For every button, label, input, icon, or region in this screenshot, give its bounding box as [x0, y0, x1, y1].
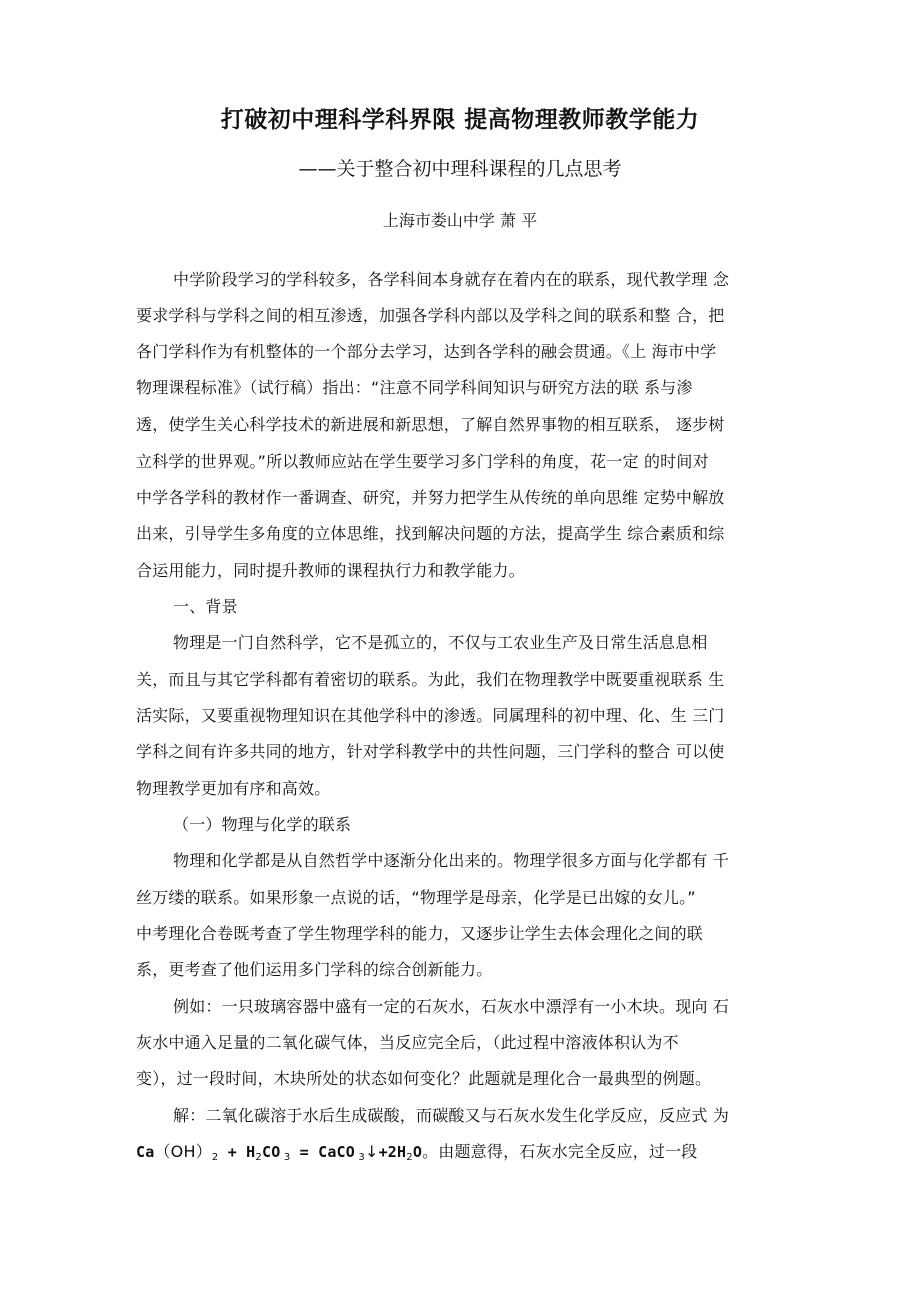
formula-sub: 3 [280, 1152, 291, 1163]
paragraph-line: 各门学科作为有机整体的一个部分去学习，达到各学科的融会贯通。《上 海市中学 [136, 342, 717, 361]
paragraph-line: 学科之间有许多共同的地方，针对学科教学中的共性问题，三门学科的整合 可以使 [136, 742, 725, 761]
page-subtitle: ——关于整合初中理科课程的几点思考 [298, 158, 622, 180]
paragraph-line: 出来，引导学生多角度的立体思维，找到解决问题的方法，提高学生 综合素质和综 [136, 524, 725, 543]
author-line: 上海市娄山中学 萧 平 [382, 211, 538, 230]
paragraph-line: 中考理化合卷既考查了学生物理学科的能力，又逐步让学生去体会理化之间的联 [136, 924, 704, 943]
paragraph-line: 例如：一只玻璃容器中盛有一定的石灰水，石灰水中漂浮有一小木块。现向 石 [173, 997, 730, 1016]
paragraph-line: 合运用能力，同时提升教师的课程执行力和教学能力。 [136, 561, 525, 580]
paragraph-line: 物理教学更加有序和高效。 [136, 779, 331, 798]
section-heading: 一、背景 [173, 597, 238, 616]
formula-sub: 3 [355, 1152, 365, 1163]
paragraph-tail: 。由题意得，石灰水完全反应，过一段 [422, 1142, 698, 1161]
paragraph-line: 解：二氧化碳溶于水后生成碳酸，而碳酸又与石灰水发生化学反应，反应式 为 [173, 1106, 730, 1125]
paragraph-line: 立科学的世界观。”所以教师应站在学生要学习多门学科的角度，花一定 的时间对 [136, 452, 709, 471]
chemical-equation-line [136, 1142, 697, 1162]
paragraph-line: 物理和化学都是从自然哲学中逐渐分化出来的。物理学很多方面与化学都有 千 [173, 851, 730, 870]
formula-sub: 2 [406, 1152, 413, 1163]
paragraph-line: 中学阶段学习的学科较多，各学科间本身就存在着内在的联系，现代教学理 念 [173, 270, 730, 289]
paragraph-line: 要求学科与学科之间的相互渗透，加强各学科内部以及学科之间的联系和整 合，把 [136, 306, 725, 325]
formula-plus-h: + H [218, 1143, 256, 1161]
paragraph-line: 变），过一段时间，木块所处的状态如何变化？此题就是理化合一最典型的例题。 [136, 1069, 712, 1088]
paragraph-line: 物理是一门自然科学，它不是孤立的，不仅与工农业生产及日常生活息息相 [173, 633, 708, 652]
formula-co: CO [261, 1143, 281, 1161]
formula-oh: （OH） [154, 1142, 212, 1161]
formula-water-h: +2H [378, 1143, 407, 1161]
paragraph-line: 透，使学生关心科学技术的新进展和新思想，了解自然界事物的相互联系， 逐步树 [136, 415, 725, 434]
precipitate-arrow: ↓ [364, 1142, 379, 1161]
formula-ca: Ca [136, 1143, 155, 1161]
paragraph-line: 丝万缕的联系。如果形象一点说的话，“物理学是母亲，化学是已出嫁的女儿。” [136, 888, 696, 907]
paragraph-line: 中学各学科的教材作一番调查、研究，并努力把学生从传统的单向思维 定势中解放 [136, 488, 725, 507]
formula-water-o: O [412, 1143, 423, 1161]
formula-caco: = CaCO [290, 1143, 356, 1161]
formula-sub: 2 [211, 1152, 219, 1163]
paragraph-line: 物理课程标准》（试行稿）指出：“注意不同学科间知识与研究方法的联 系与渗 [136, 378, 693, 397]
formula-sub: 2 [255, 1152, 262, 1163]
subsection-heading: （一）物理与化学的联系 [173, 815, 352, 834]
paragraph-line: 灰水中通入足量的二氧化碳气体，当反应完全后，（此过程中溶液体积认为不 [136, 1033, 679, 1052]
paragraph-line: 系，更考查了他们运用多门学科的综合创新能力。 [136, 960, 493, 979]
page-title: 打破初中理科学科界限 提高物理教师教学能力 [220, 107, 700, 133]
paragraph-line: 关，而且与其它学科都有着密切的联系。为此，我们在物理教学中既要重视联系 生 [136, 670, 725, 689]
paragraph-line: 活实际，又要重视物理知识在其他学科中的渗透。同属理科的初中理、化、生 三门 [136, 706, 725, 725]
